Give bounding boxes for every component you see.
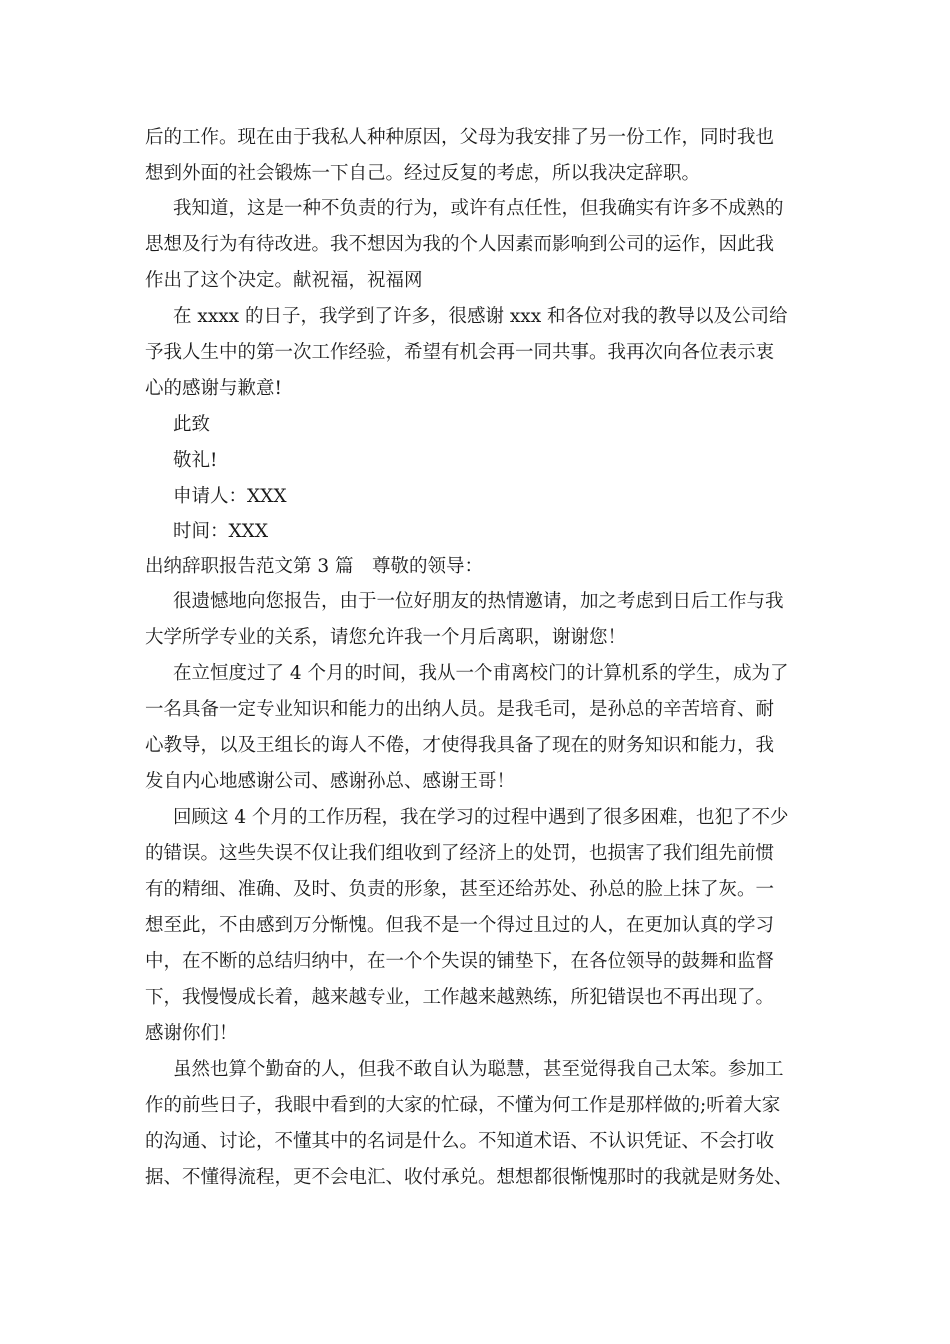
closing-salutation: 此致 — [173, 414, 211, 435]
text-line: 心的感谢与歉意! — [145, 378, 282, 399]
text-line: 思想及行为有待改进。我不想因为我的个人因素而影响到公司的运作，因此我 — [145, 234, 775, 255]
text-line: 予我人生中的第一次工作经验，希望有机会再一同共事。我再次向各位表示衷 — [145, 342, 775, 363]
closing-regards: 敬礼! — [173, 450, 218, 471]
applicant-line: 申请人：XXX — [173, 486, 287, 507]
text-line: 后的工作。现在由于我私人种种原因，父母为我安排了另一份工作，同时我也 — [145, 127, 775, 148]
text-line: 大学所学专业的关系，请您允许我一个月后离职，谢谢您！ — [145, 627, 627, 648]
text-line: 作出了这个决定。献祝福，祝福网 — [145, 270, 423, 291]
paragraph-start: 回顾这 4 个月的工作历程，我在学习的过程中遇到了很多困难，也犯了不少 — [173, 807, 789, 828]
paragraph-start: 虽然也算个勤奋的人，但我不敢自认为聪慧，甚至觉得我自己太笨。参加工 — [173, 1059, 784, 1080]
paragraph-start: 很遗憾地向您报告，由于一位好朋友的热情邀请，加之考虑到日后工作与我 — [173, 591, 784, 612]
text-line: 的沟通、讨论，不懂其中的名词是什么。不知道术语、不认识凭证、不会打收 — [145, 1131, 775, 1152]
text-line: 的错误。这些失误不仅让我们组收到了经济上的处罚，也损害了我们组先前惯 — [145, 843, 775, 864]
section-heading: 出纳辞职报告范文第 3 篇 尊敬的领导： — [145, 556, 484, 577]
text-line: 想至此，不由感到万分惭愧。但我不是一个得过且过的人，在更加认真的学习 — [145, 915, 775, 936]
text-line: 心教导，以及王组长的诲人不倦，才使得我具备了现在的财务知识和能力，我 — [145, 735, 775, 756]
date-line: 时间：XXX — [173, 521, 269, 542]
paragraph-start: 我知道，这是一种不负责的行为，或许有点任性，但我确实有许多不成熟的 — [173, 198, 784, 219]
paragraph-start: 在立恒度过了 4 个月的时间，我从一个甫离校门的计算机系的学生，成为了 — [173, 663, 789, 684]
text-line: 发自内心地感谢公司、感谢孙总、感谢王哥！ — [145, 771, 516, 792]
text-line: 有的精细、准确、及时、负责的形象，甚至还给苏处、孙总的脸上抹了灰。一 — [145, 879, 775, 900]
text-line: 据、不懂得流程，更不会电汇、收付承兑。想想都很惭愧那时的我就是财务处、 — [145, 1167, 793, 1188]
text-line: 一名具备一定专业知识和能力的出纳人员。是我毛司，是孙总的辛苦培育、耐 — [145, 699, 775, 720]
paragraph-start: 在 xxxx 的日子，我学到了许多，很感谢 xxx 和各位对我的教导以及公司给 — [173, 306, 788, 327]
text-line: 想到外面的社会锻炼一下自己。经过反复的考虑，所以我决定辞职。 — [145, 163, 701, 184]
text-line: 中，在不断的总结归纳中，在一个个失误的铺垫下，在各位领导的鼓舞和监督 — [145, 951, 775, 972]
text-line: 作的前些日子，我眼中看到的大家的忙碌，不懂为何工作是那样做的;听着大家 — [145, 1095, 781, 1116]
text-line: 下，我慢慢成长着，越来越专业，工作越来越熟练，所犯错误也不再出现了。 — [145, 987, 775, 1008]
text-line: 感谢你们！ — [145, 1023, 238, 1044]
